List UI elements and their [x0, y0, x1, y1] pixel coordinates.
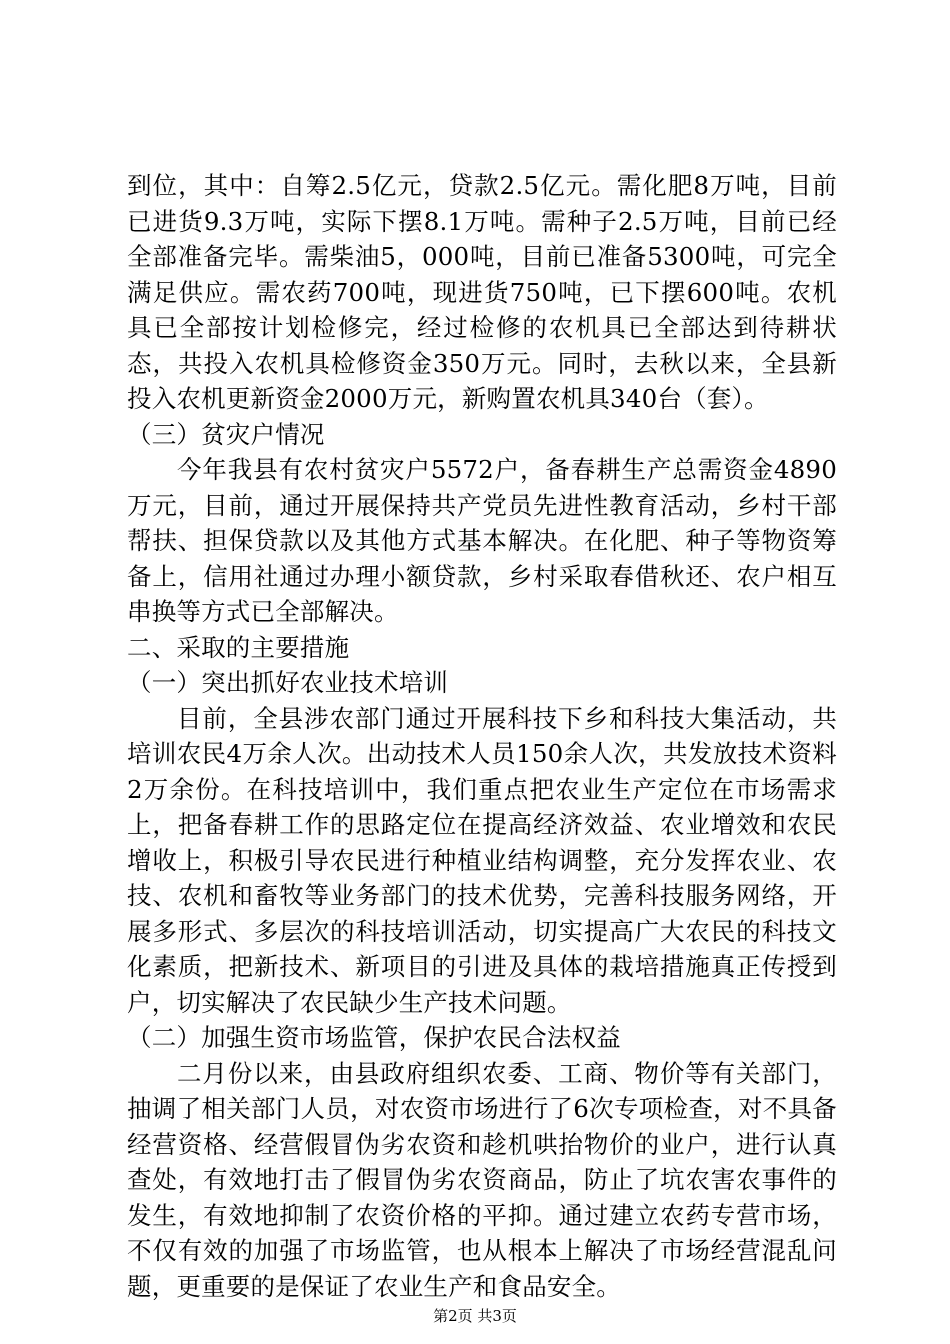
document-body: [127, 168, 837, 1304]
heading-main-measures: 二、采取的主要措施: [127, 632, 350, 662]
paragraph-poor-households: 今年我县有农村贫灾户5572户，备春耕生产总需资金4890万元，目前，通过开展保持共产党员先进性教育活动，乡村干部帮扶、担保贷款以及其他方式基本解决。在化肥、种子等物资筹备上，信用社通过办理小额贷款，乡村采取春借秋还、农户相互串换等方式已全部解决。: [127, 455, 837, 626]
page-number-footer: 第2页 共3页: [433, 1307, 517, 1325]
paragraph-market-supervision: 二月份以来，由县政府组织农委、工商、物价等有关部门，抽调了相关部门人员，对农资市场进行了6次专项检查，对不具备经营资格、经营假冒伪劣农资和趁机哄抬物价的业户，进行认真查处，有效地打击了假冒伪劣农资商品，防止了坑农害农事件的发生，有效地抑制了农资价格的平抑。通过建立农药专营市场，不仅有效的加强了市场监管，也从根本上解决了市场经营混乱问题，更重要的是保证了农业生产和食品安全。: [127, 1058, 837, 1301]
heading-tech-training: （一）突出抓好农业技术培训: [127, 668, 449, 697]
paragraph-materials: 到位，其中：自筹2.5亿元，贷款2.5亿元。需化肥8万吨，目前已进货9.3万吨，实际下摆8.1万吨。需种子2.5万吨，目前已经全部准备完毕。需柴油5，000吨，目前已准备5300吨，可完全满足供应。需农药700吨，现进货750吨，已下摆600吨。农机具已全部按计划检修完，经过检修的农机具已全部达到待耕状态，共投入农机具检修资金350万元。同时，去秋以来，全县新投入农机更新资金2000万元，新购置农机具340台（套）。: [127, 171, 837, 413]
heading-poor-households: （三）贫灾户情况: [127, 419, 325, 449]
paragraph-tech-training: 目前，全县涉农部门通过开展科技下乡和科技大集活动，共培训农民4万余人次。出动技术人员150余人次，共发放技术资料2万余份。在科技培训中，我们重点把农业生产定位在市场需求上，把备春耕工作的思路定位在提高经济效益、农业增效和农民增收上，积极引导农民进行种植业结构调整，充分发挥农业、农技、农机和畜牧等业务部门的技术优势，完善科技服务网络，开展多形式、多层次的科技培训活动，切实提高广大农民的科技文化素质，把新技术、新项目的引进及具体的栽培措施真正传授到户，切实解决了农民缺少生产技术问题。: [127, 703, 837, 1017]
heading-market-supervision: （二）加强生资市场监管，保护农民合法权益: [127, 1023, 621, 1052]
